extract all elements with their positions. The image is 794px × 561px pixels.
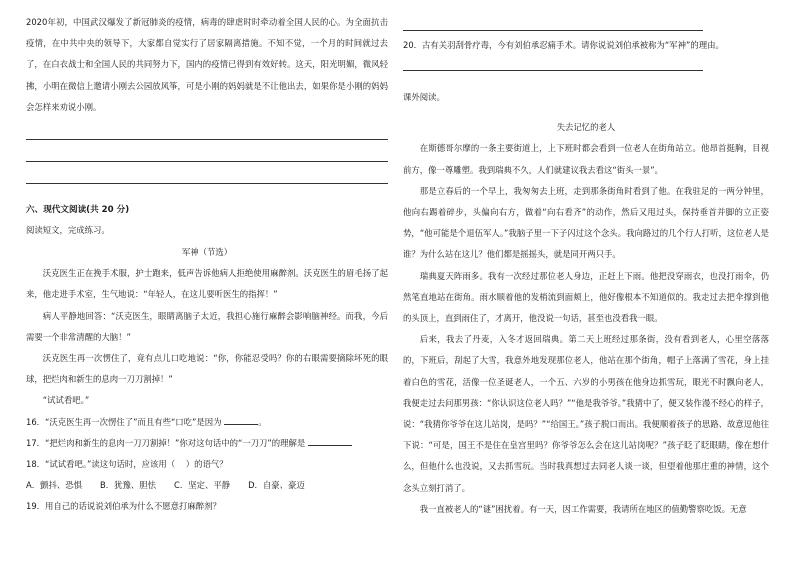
- article-paragraph: 我一直被老人的“谜”困扰着。有一天，因工作需要，我请所在地区的值勤警察吃饭。无意: [419, 503, 747, 514]
- article-title: 军神（节选）: [181, 247, 233, 258]
- extra-reading-label: 课外阅读。: [403, 92, 445, 103]
- right-column: [403, 12, 769, 520]
- question-17: [26, 433, 388, 454]
- article-paragraph: 后来，我去了丹麦，入冬才返回瑞典。第二天上班经过那条街，没有看到老人，心里空落落的，下班后，刮起了大雪，我意外地发现那位老人，他站在那个街角，帽子上落满了雪花，身上挂着白色的雪花，活像一位圣诞老人，一个五、六岁的小男孩在他身边抓雪玩，眼光不时飘向老人，我便走过去问那男孩：“你认识这位老人吗？”“他是我爷爷。”我猜中了，便又装作漫不经心的样子，说：“我猜你爷爷在这儿站岗，是吗？”“给国王。”孩子脱口而出。我便顺着孩子的思路、故意逗他往下说：“可是，国王不是住在皇宫里吗？你爷爷怎么会在这儿站岗呢？”孩子眨了眨眼睛，像在想什么，但他什么也没说，又去抓雪玩。当时我真想过去同老人谈一谈，但望着他那庄重的神情，这个念头立刻打消了。: [403, 334, 769, 493]
- option-b[interactable]: B．犹豫、胆怯: [99, 480, 156, 491]
- article-paragraph: 沃克医生再一次愣住了，竟有点儿口吃地说：“你，你能忍受吗？你的右眼需要摘除坏死的眼球，把烂肉和新生的息肉一刀刀割掉！”: [26, 353, 388, 385]
- article-paragraph: 病人平静地回答：“沃克医生，眼睛离脑子太近，我担心施行麻醉会影响脑神经。而我，今后需要一个非常清醒的大脑！”: [26, 310, 388, 342]
- question-19: 19．用自己的话说说刘伯承为什么不愿意打麻醉剂？: [26, 501, 221, 512]
- question-17-text: 17．“把烂肉和新生的息肉一刀刀割掉！”你对这句话中的“一刀刀”的理解是: [26, 437, 306, 448]
- question-18-options: [26, 475, 388, 496]
- question-16-end: 。: [258, 416, 267, 427]
- left-column: [26, 12, 388, 518]
- article-paragraph: 沃克医生正在挽手术服，护士跑来，低声告诉他病人拒绝使用麻醉剂。沃克医生的眉毛扬了起来，他走进手术室，生气地说：“年轻人，在这儿要听医生的指挥！”: [26, 268, 388, 300]
- section-title: 六、现代文阅读(共 20 分): [26, 205, 130, 216]
- intro-paragraph: 2020年初，中国武汉爆发了新冠肺炎的疫情，病毒的肆虐时时牵动着全国人民的心。为全面抗击疫情，在中共中央的领导下，大家都自觉实行了居家隔离措施。不知不觉，一个月的时间就过去了，在白衣战士和全国人民的共同努力下，国内的疫情已得到有效好转。这天，阳光明媚，微风轻拂，小明在微信上邀请小刚去公园放风筝，可是小刚的妈妈就是不让他出去，如果你是小刚的妈妈会怎样来劝说小刚。: [26, 17, 388, 112]
- article-title: 失去记忆的老人: [556, 122, 616, 133]
- question-16-text: 16．“沃克医生再一次愣住了”而且有些“口吃”是因为: [26, 416, 222, 427]
- question-16: [26, 412, 388, 433]
- answer-blank[interactable]: [224, 415, 258, 425]
- article-paragraph: 在斯德哥尔摩的一条主要街道上，上下班时都会看到一位老人在街角站立。他昂首挺胸，目视前方，像一尊雕塑。我到瑞典不久，人们就建议我去看这“街头一景”。: [403, 143, 769, 175]
- answer-line[interactable]: [26, 140, 388, 162]
- article-paragraph: 那是立春后的一个早上，我匆匆去上班，走到那条街角时看到了他。在我驻足的一两分钟里，他向右踢着碎步，头偏向右方，做着“向右看齐”的动作，然后又甩过头，保持垂首并脚的立正姿势，“他可能是个退伍军人。”我脑子里一下子闪过这个念头。我向路过的几个行人打听，这位老人是谁？为什么站在这儿？他们都是摇摇头，就是同开两只手。: [403, 185, 769, 260]
- question-20: 20．古有关羽刮骨疗毒，今有刘伯承忍痛手术。请你说说刘伯承被称为“军神”的理由。: [403, 40, 724, 50]
- article-paragraph: 瑞典夏天阵雨多。我有一次经过那位老人身边，正赶上下雨。他把没穿雨衣，也没打雨伞，仍然笔直地站在街角。雨水顺着他的发梢流到面颊上，他好像根本不知道似的。我走过去把伞撑到他的头顶上，直到雨住了，才离开，他没说一句话，甚至也没看我一眼。: [403, 270, 769, 324]
- question-18: [26, 454, 388, 475]
- article-paragraph: “试试看吧。”: [42, 395, 90, 406]
- question-18-end: ）的语气？: [185, 459, 228, 470]
- question-18-text: 18．“试试看吧。”读这句话时，应该用（: [26, 459, 176, 470]
- instruction: 阅读短文，完成练习。: [26, 225, 110, 236]
- answer-blank[interactable]: [308, 436, 352, 446]
- option-c[interactable]: C．坚定、平静: [173, 480, 231, 491]
- option-a[interactable]: A．颤抖、恐惧: [26, 480, 82, 491]
- answer-line[interactable]: [26, 162, 388, 184]
- answer-line[interactable]: [403, 56, 703, 71]
- answer-line[interactable]: [403, 12, 703, 31]
- answer-line[interactable]: [26, 118, 388, 140]
- option-d[interactable]: D．自豪、豪迈: [248, 480, 305, 491]
